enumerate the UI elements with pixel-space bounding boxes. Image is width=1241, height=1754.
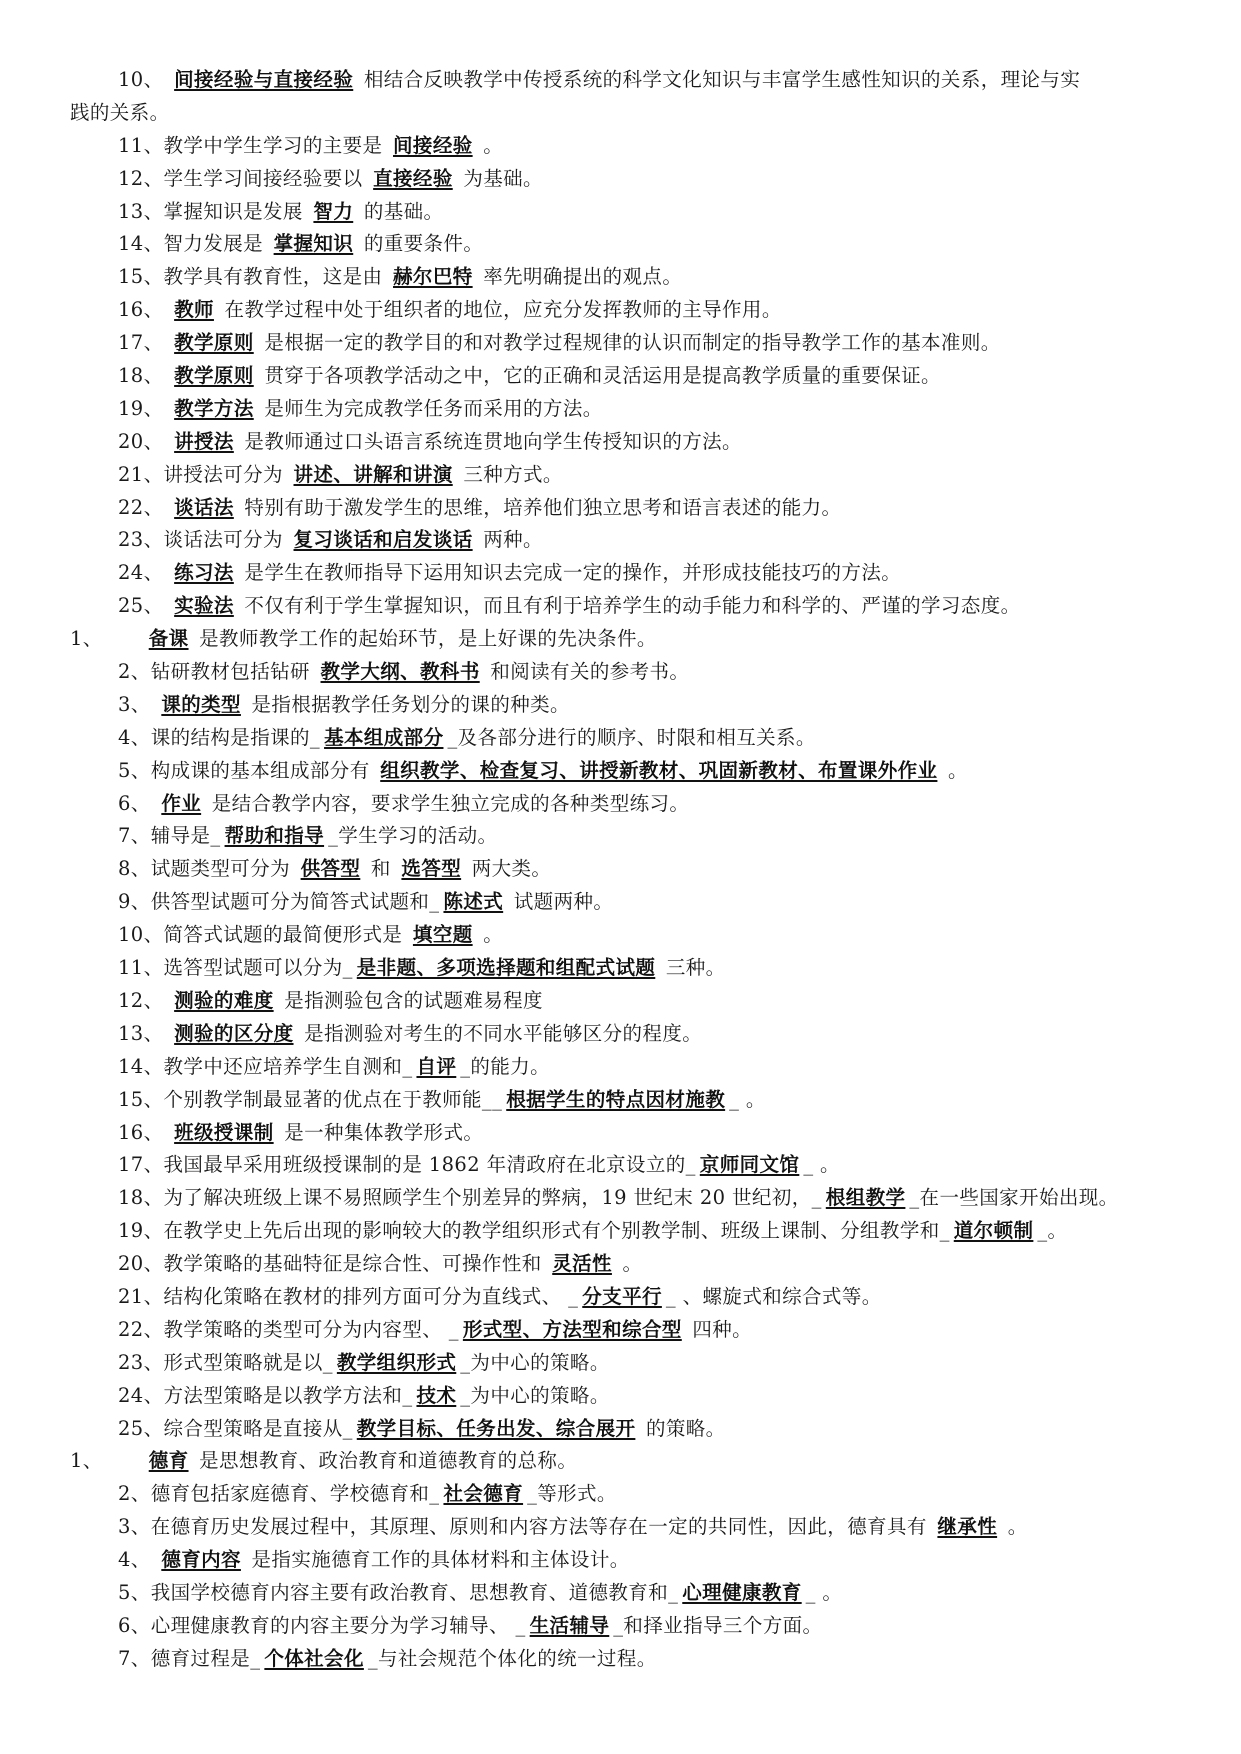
answer-blank: 直接经验 (373, 166, 453, 190)
line-text: _。 (1037, 1219, 1068, 1243)
text-line (0, 1215, 1241, 1248)
line-text: 16、 (118, 1120, 171, 1144)
line-text: 贯穿于各项教学活动之中，它的正确和灵活运用是提高教学质量的重要保证。 (257, 364, 941, 388)
line-text: 14、智力发展是 (118, 232, 270, 256)
line-text: 和阅读有关的参考书。 (483, 660, 690, 684)
line-text: _为中心的策略。 (460, 1350, 610, 1374)
answer-blank: 谈话法 (174, 495, 234, 519)
text-line (0, 590, 1241, 623)
line-text: 是教师教学工作的起始环节，是上好课的先决条件。 (192, 627, 657, 651)
line-text: 的策略。 (639, 1416, 726, 1440)
line-text: 。 (615, 1252, 643, 1276)
answer-blank: 德育 (148, 1449, 189, 1473)
text-line (0, 393, 1241, 426)
line-text: 18、 (118, 364, 171, 388)
line-text: 3、在德育历史发展过程中，其原理、原则和内容方法等存在一定的共同性，因此，德育具有 (118, 1515, 934, 1539)
text-line (0, 196, 1241, 229)
answer-blank: 备课 (148, 627, 189, 651)
text-line (0, 261, 1241, 294)
answer-blank: 测验的难度 (174, 988, 274, 1012)
text-line (0, 1018, 1241, 1051)
line-text: 三种方式。 (456, 462, 563, 486)
text-line (0, 97, 1241, 130)
answer-blank: 教学方法 (174, 396, 254, 420)
answer-blank: 组织教学、检查复习、讲授新教材、巩固新教材、布置课外作业 (380, 758, 938, 782)
line-text: 试题两种。 (507, 890, 614, 914)
answer-blank: 个体社会化 (264, 1646, 364, 1670)
line-text: 是指实施德育工作的具体材料和主体设计。 (244, 1548, 630, 1572)
line-text: 不仅有利于学生掌握知识，而且有利于培养学生的动手能力和科学的、严谨的学习态度。 (237, 594, 1021, 618)
line-text: 17、我国最早采用班级授课制的是 1862 年清政府在北京设立的_ (118, 1153, 696, 1177)
line-text: 是根据一定的教学目的和对教学过程规律的认识而制定的指导教学工作的基本准则。 (257, 331, 1001, 355)
line-text: _ 、螺旋式和综合式等。 (665, 1284, 882, 1308)
answer-blank: 基本组成部分 (324, 725, 444, 749)
answer-blank: 智力 (313, 199, 354, 223)
line-text: 特别有助于激发学生的思维，培养他们独立思考和语言表述的能力。 (237, 495, 842, 519)
line-text: 是一种集体教学形式。 (277, 1120, 484, 1144)
line-text: 的基础。 (357, 199, 444, 223)
answer-blank: 讲述、讲解和讲演 (293, 462, 453, 486)
answer-blank: 教学原则 (174, 331, 254, 355)
answer-blank: 供答型 (300, 857, 361, 881)
line-text: 5、我国学校德育内容主要有政治教育、思想教育、道德教育和_ (118, 1580, 679, 1604)
answer-blank: 填空题 (412, 923, 473, 947)
text-line (0, 1281, 1241, 1314)
answer-blank: 道尔顿制 (953, 1219, 1034, 1243)
text-line (0, 1084, 1241, 1117)
line-text: 5、构成课的基本组成部分有 (118, 758, 377, 782)
line-text: 践的关系。 (70, 100, 170, 124)
text-line (0, 1511, 1241, 1544)
line-text: 13、掌握知识是发展 (118, 199, 310, 223)
line-text: 16、 (118, 298, 171, 322)
line-text: 15、个别教学制最显著的优点在于教师能__ (118, 1087, 503, 1111)
line-text: 。 (941, 758, 968, 782)
answer-blank: 教学组织形式 (336, 1350, 457, 1374)
answer-blank: 教学大纲、教科书 (320, 660, 480, 684)
document-body (0, 64, 1241, 1676)
text-line (0, 886, 1241, 919)
answer-blank: 课的类型 (161, 692, 241, 716)
line-text: _与社会规范个体化的统一过程。 (367, 1646, 657, 1670)
answer-blank: 继承性 (937, 1515, 998, 1539)
line-text: 1、 (70, 1449, 103, 1473)
text-line (0, 524, 1241, 557)
text-line (0, 1182, 1241, 1215)
line-text: 6、 (118, 791, 158, 815)
line-text: 。 (1001, 1515, 1028, 1539)
line-text: _和择业指导三个方面。 (613, 1613, 823, 1637)
line-text: 24、方法型策略是以教学方法和_ (118, 1383, 413, 1407)
answer-blank: 赫尔巴特 (393, 265, 473, 289)
line-text: 17、 (118, 331, 171, 355)
answer-blank: 灵活性 (552, 1252, 612, 1276)
text-line (0, 1314, 1241, 1347)
answer-blank: 心理健康教育 (682, 1580, 802, 1604)
line-text: 11、教学中学生学习的主要是 (118, 133, 390, 157)
text-line (0, 360, 1241, 393)
line-text: 是指测验对考生的不同水平能够区分的程度。 (297, 1021, 703, 1045)
line-text: 2、钻研教材包括钻研 (118, 660, 317, 684)
text-line (0, 426, 1241, 459)
answer-blank: 自评 (416, 1054, 457, 1078)
text-line (0, 1413, 1241, 1446)
text-line (0, 294, 1241, 327)
answer-blank: 复习谈话和启发谈话 (293, 528, 473, 552)
text-line (0, 1117, 1241, 1150)
line-text: _ 。 (805, 1580, 843, 1604)
line-text: 21、结构化策略在教材的排列方面可分为直线式、 _ (118, 1284, 579, 1308)
line-text: 13、 (118, 1021, 171, 1045)
line-text: 3、 (118, 692, 158, 716)
answer-blank: 社会德育 (443, 1482, 524, 1506)
line-text: 相结合反映教学中传授系统的科学文化知识与丰富学生感性知识的关系，理论与实 (357, 68, 1081, 91)
line-text: 三种。 (659, 956, 726, 980)
line-text: 25、综合型策略是直接从_ (118, 1416, 353, 1440)
line-text: 12、 (118, 988, 171, 1012)
text-line (0, 853, 1241, 886)
text-line (0, 130, 1241, 163)
text-line (0, 689, 1241, 722)
answer-blank: 生活辅导 (529, 1613, 610, 1637)
answer-blank: 教学原则 (174, 364, 254, 388)
line-text: 是结合教学内容，要求学生独立完成的各种类型练习。 (205, 791, 690, 815)
line-text: 的重要条件。 (357, 232, 484, 256)
answer-blank: 是非题、多项选择题和组配式试题 (356, 956, 656, 980)
text-line (0, 919, 1241, 952)
line-text: _在一些国家开始出现。 (909, 1186, 1119, 1210)
line-text: 在教学过程中处于组织者的地位，应充分发挥教师的主导作用。 (217, 298, 782, 322)
answer-blank: 京师同文馆 (699, 1153, 800, 1177)
line-text: 率先明确提出的观点。 (476, 265, 683, 289)
line-text: 。 (476, 133, 504, 157)
line-text: 是思想教育、政治教育和道德教育的总称。 (192, 1449, 578, 1473)
text-line (0, 459, 1241, 492)
line-text: _等形式。 (527, 1482, 617, 1506)
line-text: 8、试题类型可分为 (118, 857, 297, 881)
answer-blank: 根组教学 (825, 1186, 906, 1210)
line-text: 25、 (118, 594, 171, 618)
answer-blank: 帮助和指导 (224, 824, 325, 848)
answer-blank: 选答型 (401, 857, 462, 881)
answer-blank: 教师 (174, 298, 214, 322)
line-text: 18、为了解决班级上课不易照顾学生个别差异的弊病，19 世纪末 20 世纪初，_ (118, 1186, 822, 1210)
line-text: 10、简答式试题的最简便形式是 (118, 923, 409, 947)
line-text: 9、供答型试题可分为简答式试题和_ (118, 890, 440, 914)
text-line (0, 1149, 1241, 1182)
line-text: 4、 (118, 1548, 158, 1572)
answer-blank: 班级授课制 (174, 1120, 274, 1144)
line-text: 20、教学策略的基础特征是综合性、可操作性和 (118, 1252, 549, 1276)
line-text: 1、 (70, 627, 103, 651)
text-line (0, 557, 1241, 590)
text-line (0, 1478, 1241, 1511)
text-line (0, 64, 1241, 97)
line-text: 4、课的结构是指课的_ (118, 725, 321, 749)
line-text: _学生学习的活动。 (328, 824, 498, 848)
line-text: 21、讲授法可分为 (118, 462, 290, 486)
text-line (0, 656, 1241, 689)
line-text: 2、德育包括家庭德育、学校德育和_ (118, 1482, 440, 1506)
line-text: _ 。 (729, 1087, 766, 1111)
line-text: 20、 (118, 429, 171, 453)
text-line (0, 722, 1241, 755)
text-line (0, 1347, 1241, 1380)
line-text: 是指根据教学任务划分的课的种类。 (244, 692, 570, 716)
line-text: 是学生在教师指导下运用知识去完成一定的操作，并形成技能技巧的方法。 (237, 561, 902, 585)
line-text: 7、辅导是_ (118, 824, 221, 848)
line-text: 14、教学中还应培养学生自测和_ (118, 1054, 413, 1078)
line-text: 15、教学具有教育性，这是由 (118, 265, 390, 289)
text-line (0, 327, 1241, 360)
answer-blank: 德育内容 (161, 1548, 241, 1572)
answer-blank: 根据学生的特点因材施教 (506, 1087, 726, 1111)
answer-blank: 间接经验 (393, 133, 473, 157)
answer-blank: 技术 (416, 1383, 457, 1407)
text-line (0, 623, 1241, 656)
line-text: _的能力。 (460, 1054, 551, 1078)
text-line (0, 820, 1241, 853)
answer-blank: 练习法 (174, 561, 234, 585)
text-line (0, 1248, 1241, 1281)
line-text: 12、学生学习间接经验要以 (118, 166, 370, 190)
line-text: 23、谈话法可分为 (118, 528, 290, 552)
line-text: 为基础。 (456, 166, 543, 190)
answer-blank: 讲授法 (174, 429, 234, 453)
line-text: 是师生为完成教学任务而采用的方法。 (257, 396, 603, 420)
line-text: 两种。 (476, 528, 543, 552)
text-line (0, 1577, 1241, 1610)
answer-blank: 陈述式 (443, 890, 504, 914)
line-text: 10、 (118, 68, 171, 91)
text-line (0, 755, 1241, 788)
text-line (0, 1380, 1241, 1413)
line-text: 四种。 (685, 1317, 753, 1341)
line-text: 11、选答型试题可以分为_ (118, 956, 353, 980)
text-line (0, 492, 1241, 525)
line-text: _为中心的策略。 (460, 1383, 610, 1407)
line-text: 23、形式型策略就是以_ (118, 1350, 333, 1374)
line-text: 两大类。 (465, 857, 552, 881)
text-line (0, 1643, 1241, 1676)
text-line (0, 163, 1241, 196)
line-text: 24、 (118, 561, 171, 585)
line-text: 19、在教学史上先后出现的影响较大的教学组织形式有个别教学制、班级上课制、分组教学和_ (118, 1219, 950, 1243)
line-text: 和 (364, 857, 398, 881)
text-line (0, 788, 1241, 821)
line-text: 19、 (118, 396, 171, 420)
line-text: 7、德育过程是_ (118, 1646, 261, 1670)
answer-blank: 教学目标、任务出发、综合展开 (356, 1416, 636, 1440)
line-text: 是指测验包含的试题难易程度 (277, 988, 543, 1012)
line-text: 22、教学策略的类型可分为内容型、 _ (118, 1317, 459, 1341)
text-line (0, 1051, 1241, 1084)
answer-blank: 形式型、方法型和综合型 (462, 1317, 682, 1341)
text-line (0, 952, 1241, 985)
line-text: 是教师通过口头语言系统连贯地向学生传授知识的方法。 (237, 429, 742, 453)
answer-blank: 掌握知识 (273, 232, 354, 256)
text-line (0, 985, 1241, 1018)
answer-blank: 作业 (161, 791, 202, 815)
answer-blank: 分支平行 (582, 1284, 662, 1308)
line-text: _及各部分进行的顺序、时限和相互关系。 (447, 725, 816, 749)
text-line (0, 228, 1241, 261)
answer-blank: 测验的区分度 (174, 1021, 294, 1045)
line-text: 22、 (118, 495, 171, 519)
line-text: 。 (476, 923, 504, 947)
answer-blank: 间接经验与直接经验 (174, 68, 354, 91)
text-line (0, 1544, 1241, 1577)
answer-blank: 实验法 (174, 594, 234, 618)
text-line (0, 1610, 1241, 1643)
text-line (0, 1445, 1241, 1478)
line-text: 6、心理健康教育的内容主要分为学习辅导、 _ (118, 1613, 526, 1637)
line-text: _ 。 (803, 1153, 840, 1177)
